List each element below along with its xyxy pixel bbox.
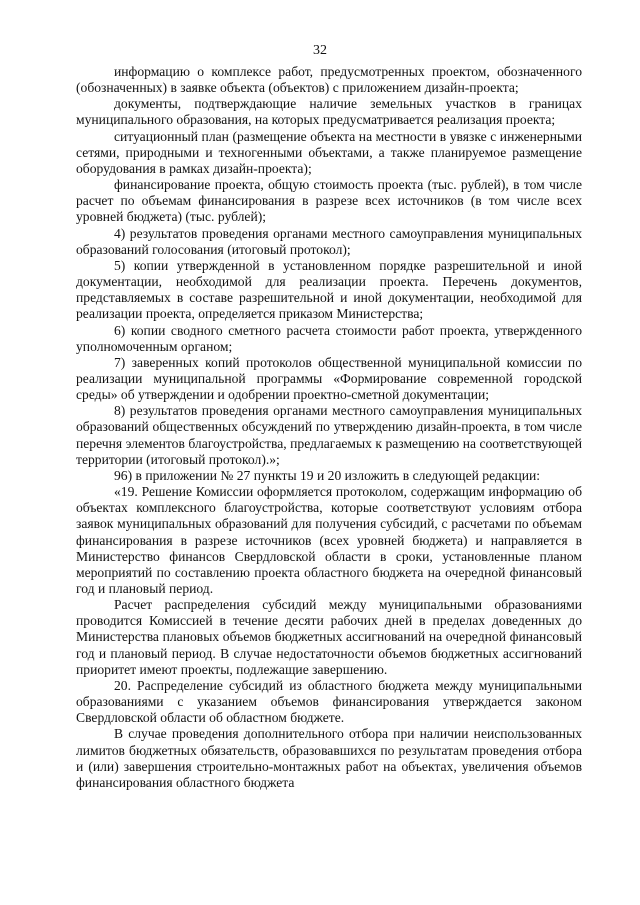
paragraph: ситуационный план (размещение объекта на местности в увязке с инженерными сетями, природными и техногенными объектами, а также планируемое размещение оборудования в рамках дизайн-проекта); — [76, 128, 582, 176]
paragraph: финансирование проекта, общую стоимость проекта (тыс. рублей), в том числе расчет по объемам финансирования в разрезе всех источников (в том числе всех уровней бюджета) (тыс. рублей); — [76, 177, 582, 225]
paragraph: информацию о комплексе работ, предусмотренных проектом, обозначенного (обозначенных) в заявке объекта (объектов) с приложением дизайн-проекта; — [76, 64, 582, 96]
paragraph: 7) заверенных копий протоколов общественной муниципальной комиссии по реализации муниципальной программы «Формирование современной городской среды» об утверждении и одобрении проектно-сметной документации; — [76, 354, 582, 403]
page-number: 32 — [313, 43, 327, 58]
paragraph: документы, подтверждающие наличие земельных участков в границах муниципального образования, на которых предусматривается реализация проекта; — [76, 96, 582, 128]
paragraph: 96) в приложении № 27 пункты 19 и 20 изложить в следующей редакции: — [114, 467, 541, 483]
paragraph: Расчет распределения субсидий между муниципальными образованиями проводится Комиссией в течение десяти рабочих дней в пределах доведенных до Министерства плановых объемов бюджетных ассигнований на очередной финансовый год и плановый период. В случае недостаточности объемов бюджетных ассигнований приоритет имеют проекты, подлежащие завершению. — [76, 597, 582, 677]
paragraph: 8) результатов проведения органами местного самоуправления муниципальных образований общественных обсуждений по утверждению дизайн-проекта, в том числе перечня элементов благоустройства, предлагаемых к размещению на соответствующей территории (итоговый протокол).»; — [76, 403, 582, 467]
paragraph: В случае проведения дополнительного отбора при наличии неиспользованных лимитов бюджетных обязательств, образовавшихся по результатам проведения отбора и (или) завершения строительно-монтажных работ на объектах, увеличения объемов финансирования областного бюджета — [76, 726, 582, 790]
paragraph: 6) копии сводного сметного расчета стоимости работ проекта, утвержденного уполномоченным органом; — [76, 322, 582, 354]
paragraph: 4) результатов проведения органами местного самоуправления муниципальных образований голосования (итоговый протокол); — [76, 225, 582, 257]
document-body — [76, 64, 582, 791]
paragraph: 5) копии утвержденной в установленном порядке разрешительной и иной документации, необходимой для реализации проекта. Перечень документов, представляемых в составе разрешительной и иной документации, необходимой для реализации проекта, определяется приказом Министерства; — [76, 257, 582, 322]
paragraph: 20. Распределение субсидий из областного бюджета между муниципальными образованиями с указанием объемов финансирования утверждается законом Свердловской области об областном бюджете. — [76, 677, 582, 726]
paragraph: «19. Решение Комиссии оформляется протоколом, содержащим информацию об объектах комплексного благоустройства, которые соответствуют условиям отбора заявок муниципальных образований для получения субсидий, с расчетами по объемам финансирования в разрезе источников (всех уровней бюджета) и направляется в Министерство финансов Свердловской области в сроки, установленные планом мероприятий по составлению проекта областного бюджета на очередной финансовый год и плановый период. — [76, 484, 582, 596]
